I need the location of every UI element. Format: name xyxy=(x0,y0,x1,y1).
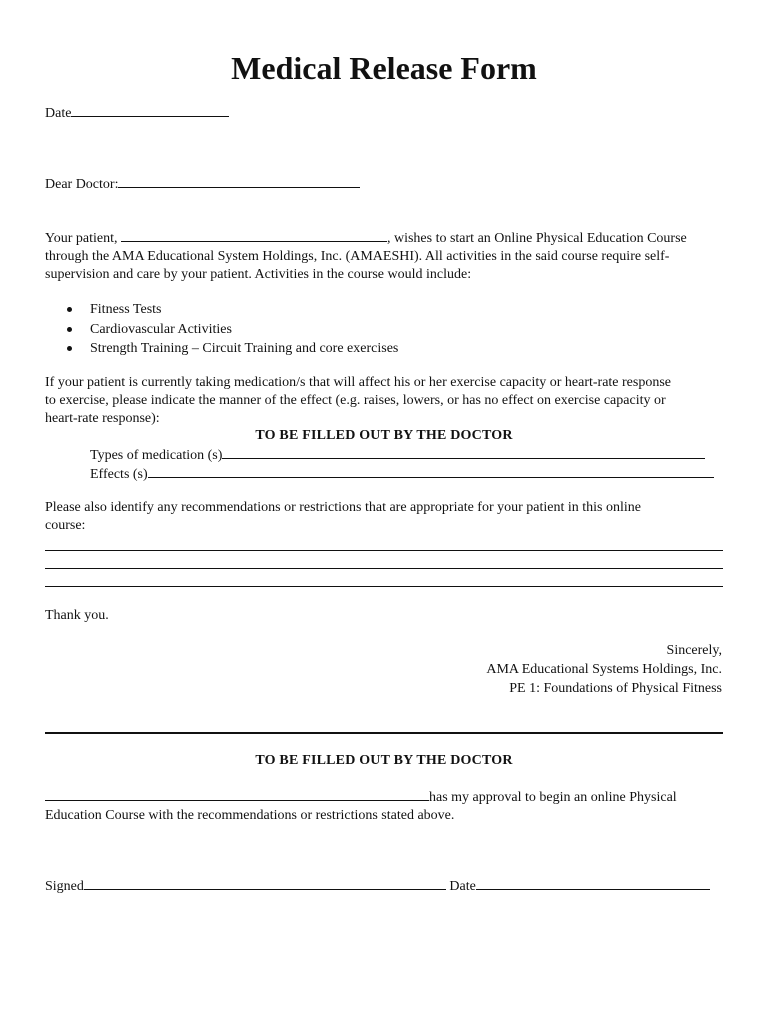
dear-doctor-label: Dear Doctor: xyxy=(45,177,119,192)
approval-text-1: has my approval to begin an online Physical xyxy=(429,790,677,805)
patient-text-2: through the AMA Educational System Holdings, Inc. (AMAESHI). All activities in the said course require self- xyxy=(45,249,670,264)
signature-date-label: Date xyxy=(449,879,476,894)
recommendations-line-3[interactable] xyxy=(45,586,723,587)
dear-doctor-row xyxy=(45,174,360,194)
doctor-approval-heading: TO BE FILLED OUT BY THE DOCTOR xyxy=(255,753,513,768)
effects-field[interactable] xyxy=(148,464,714,478)
list-item: Strength Training – Circuit Training and core exercises xyxy=(45,339,398,359)
recommendations-line-2[interactable] xyxy=(45,568,723,569)
thank-you-text: Thank you. xyxy=(45,608,109,623)
closing-sincerely: Sincerely, xyxy=(666,643,722,658)
form-title: Medical Release Form xyxy=(231,50,537,86)
closing-course: PE 1: Foundations of Physical Fitness xyxy=(509,681,722,696)
recommend-text-1: Please also identify any recommendations or restrictions that are appropriate for your patient in this online xyxy=(45,500,641,515)
medication-text-1: If your patient is currently taking medication/s that will affect his or her exercise capacity or heart-rate response xyxy=(45,375,671,390)
doctor-section-heading: TO BE FILLED OUT BY THE DOCTOR xyxy=(255,428,513,443)
medication-text-2: to exercise, please indicate the manner of the effect (e.g. raises, lowers, or has no effect on exercise capacity or xyxy=(45,393,666,408)
types-of-medication-row xyxy=(90,445,705,465)
medication-text-3: heart-rate response): xyxy=(45,411,160,426)
recommendations-paragraph xyxy=(45,499,723,535)
types-label: Types of medication (s) xyxy=(90,448,223,463)
closing-organization: AMA Educational Systems Holdings, Inc. xyxy=(486,662,722,677)
date-field[interactable] xyxy=(71,103,229,117)
patient-text-3: supervision and care by your patient. Activities in the course would include: xyxy=(45,267,472,282)
patient-paragraph xyxy=(45,228,723,284)
date-row xyxy=(45,103,229,123)
signature-field[interactable] xyxy=(84,876,446,890)
list-item: Fitness Tests xyxy=(45,300,398,320)
types-of-medication-field[interactable] xyxy=(222,445,705,459)
patient-intro: Your patient, xyxy=(45,231,118,246)
effects-row xyxy=(90,464,714,484)
date-label: Date xyxy=(45,106,72,121)
signature-date-field[interactable] xyxy=(476,876,710,890)
effects-label: Effects (s) xyxy=(90,467,148,482)
approval-text-2: Education Course with the recommendations or restrictions stated above. xyxy=(45,808,455,823)
approval-paragraph xyxy=(45,787,723,825)
doctor-name-field[interactable] xyxy=(118,174,360,188)
list-item: Cardiovascular Activities xyxy=(45,320,398,340)
approval-name-field[interactable] xyxy=(45,787,429,801)
recommendations-line-1[interactable] xyxy=(45,550,723,551)
activities-list xyxy=(45,300,398,359)
signed-label: Signed xyxy=(45,879,84,894)
medication-paragraph xyxy=(45,374,723,428)
patient-text-1: , wishes to start an Online Physical Education Course xyxy=(386,231,687,246)
section-divider xyxy=(45,732,723,734)
recommend-text-2: course: xyxy=(45,518,86,533)
signature-row xyxy=(45,876,710,896)
patient-name-field[interactable] xyxy=(121,228,387,242)
